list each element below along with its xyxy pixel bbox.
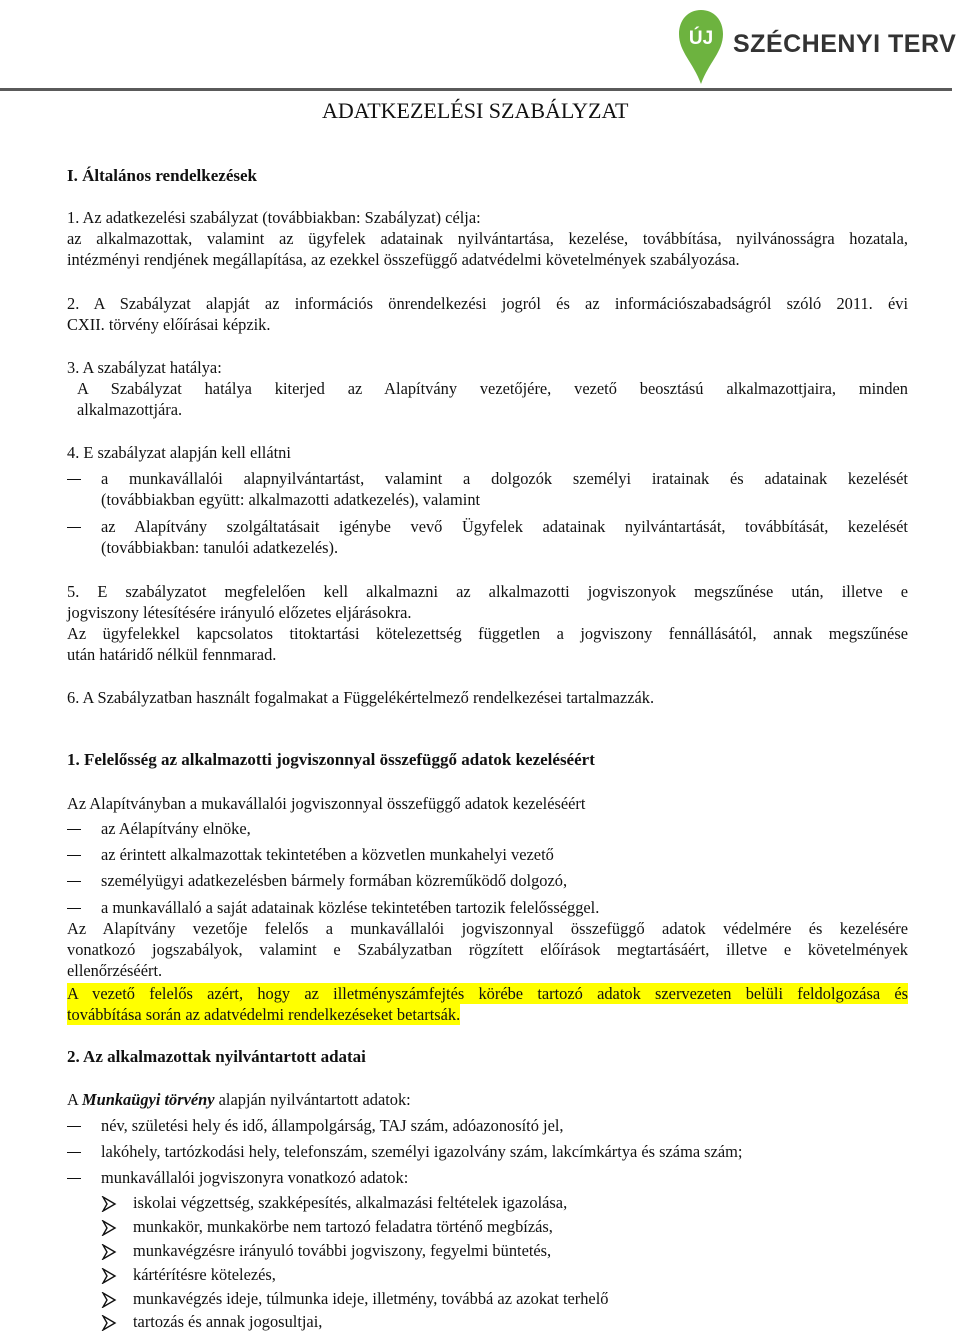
recorded-data-subitem: iskolai végzettség, szakképesítés, alkalmazási feltételek igazolása, xyxy=(133,1193,568,1212)
responsibility-para-line-3: ellenőrzéséért. xyxy=(67,961,163,980)
recorded-data-subitem: kártérítésre kötelezés, xyxy=(133,1265,276,1284)
dash-bullet xyxy=(67,479,81,480)
recorded-data-item: munkavállalói jogviszonyra vonatkozó adatok: xyxy=(101,1168,409,1187)
recorded-data-subitem: munkavégzésre irányuló további jogviszony, fegyelmi büntetés, xyxy=(133,1241,552,1260)
logo-mark-text: ÚJ xyxy=(688,28,714,49)
recorded-data-subitem: tartozás és annak jogosultjai, xyxy=(133,1312,323,1331)
responsibility-intro: Az Alapítványban a mukavállalói jogviszonnyal összefüggő adatok kezeléséért xyxy=(67,794,586,813)
document-title: ADATKEZELÉSI SZABÁLYZAT xyxy=(322,98,629,123)
page-header xyxy=(0,0,960,96)
recorded-data-item: név, születési hely és idő, állampolgárság, TAJ szám, adóazonosító jel, xyxy=(101,1116,564,1135)
dash-bullet xyxy=(67,527,81,528)
highlighted-line-1: A vezető felelős azért, hogy az illetményszámfejtés körébe tartozó adatok szervezeten belüli feldolgozása és xyxy=(67,984,908,1003)
section-heading-recorded-data: 2. Az alkalmazottak nyilvántartott adatai xyxy=(67,1047,366,1066)
responsibility-item: a munkavállaló a saját adatainak közlése tekintetében tartozik felelősséggel. xyxy=(101,898,600,917)
paragraph-1-line-3: intézményi rendjének megállapítása, az ezekkel összefüggő adatvédelmi követelmények szabályozása. xyxy=(67,250,740,269)
responsibility-para-line-1: Az Alapítvány vezetője felelős a munkavállalói jogviszonnyal összefüggő adatok védelmére és kezelésére xyxy=(67,919,908,938)
arrow-bullet-icon xyxy=(101,1244,117,1260)
paragraph-5-line-3: Az ügyfelekkel kapcsolatos titoktartási kötelezettség független a jogviszony fennállásától, annak megszűnése xyxy=(67,624,908,643)
dash-bullet xyxy=(67,1178,81,1179)
paragraph-4-item-1-line-1: a munkavállalói alapnyilvántartást, valamint a dolgozók személyi iratainak és adatainak kezelését xyxy=(101,469,908,488)
logo-brand-text: SZÉCHENYI TERV xyxy=(733,30,957,58)
paragraph-6: 6. A Szabályzatban használt fogalmakat a Függelékértelmező rendelkezései tartalmazzák. xyxy=(67,688,655,707)
arrow-bullet-icon xyxy=(101,1315,117,1331)
paragraph-4-item-1-line-2: (továbbiakban együtt: alkalmazotti adatkezelés), valamint xyxy=(101,490,481,509)
recorded-data-subitem: munkavégzés ideje, túlmunka ideje, illetmény, továbbá az azokat terhelő xyxy=(133,1289,609,1308)
paragraph-3-line-2: alkalmazottjára. xyxy=(77,400,183,419)
paragraph-3-label: 3. A szabályzat hatálya: xyxy=(67,358,222,377)
section-heading-general: I. Általános rendelkezések xyxy=(67,166,257,185)
dash-bullet xyxy=(67,881,81,882)
paragraph-4-item-2-line-1: az Alapítvány szolgáltatásait igénybe vevő Ügyfelek adatainak nyilvántartását, továbbítását, kezelését xyxy=(101,517,908,536)
responsibility-item: személyügyi adatkezelésben bármely formában közreműködő dolgozó, xyxy=(101,871,568,890)
dash-bullet xyxy=(67,855,81,856)
paragraph-5-line-1: 5. E szabályzatot megfelelően kell alkalmazni az alkalmazotti jogviszonyok megszűnése után, illetve e xyxy=(67,582,908,601)
paragraph-1-line-2: az alkalmazottak, valamint az ügyfelek adatainak nyilvántartása, kezelése, továbbítása, nyilvánosságra hozatala, xyxy=(67,229,908,248)
dash-bullet xyxy=(67,1152,81,1153)
paragraph-2-line-2: CXII. törvény előírásai képzik. xyxy=(67,315,271,334)
logo-pin-icon xyxy=(677,8,725,86)
recorded-data-subitem: munkakör, munkakörbe nem tartozó feladatra történő megbízás, xyxy=(133,1217,553,1236)
paragraph-1-line-1: 1. Az adatkezelési szabályzat (továbbiakban: Szabályzat) célja: xyxy=(67,208,481,227)
paragraph-3-line-1: A Szabályzat hatálya kiterjed az Alapítvány vezetőjére, vezető beosztású alkalmazottjaira, minden xyxy=(77,379,908,398)
recorded-data-intro: A Munkaügyi törvény alapján nyilvántartott adatok: xyxy=(67,1090,411,1109)
paragraph-4-item-2-line-2: (továbbiakban: tanulói adatkezelés). xyxy=(101,538,339,557)
responsibility-item: az Aélapítvány elnöke, xyxy=(101,819,251,838)
paragraph-4-label: 4. E szabályzat alapján kell ellátni xyxy=(67,443,291,462)
dash-bullet xyxy=(67,829,81,830)
dash-bullet xyxy=(67,1126,81,1127)
arrow-bullet-icon xyxy=(101,1220,117,1236)
law-name-italic: Munkaügyi törvény xyxy=(82,1090,215,1109)
highlighted-line-2: továbbítása során az adatvédelmi rendelkezéseket betartsák. xyxy=(67,1005,461,1024)
responsibility-para-line-2: vonatkozó jogszabályok, valamint e Szabályzatban rögzített előírások megtartásáért, illetve e követelmények xyxy=(67,940,908,959)
responsibility-item: az érintett alkalmazottak tekintetében a közvetlen munkahelyi vezető xyxy=(101,845,554,864)
paragraph-5-line-2: jogviszony létesítésére irányuló előzetes eljárásokra. xyxy=(67,603,412,622)
dash-bullet xyxy=(67,908,81,909)
szechenyi-terv-logo xyxy=(677,8,957,86)
paragraph-5-line-4: után határidő nélkül fennmarad. xyxy=(67,645,277,664)
recorded-data-item: lakóhely, tartózkodási hely, telefonszám, személyi igazolvány szám, lakcímkártya és száma szám; xyxy=(101,1142,743,1161)
arrow-bullet-icon xyxy=(101,1196,117,1212)
paragraph-2-line-1: 2. A Szabályzat alapját az információs önrendelkezési jogról és az információszabadságról szóló 2011. évi xyxy=(67,294,908,313)
arrow-bullet-icon xyxy=(101,1292,117,1308)
arrow-bullet-icon xyxy=(101,1268,117,1284)
section-heading-responsibility: 1. Felelősség az alkalmazotti jogviszonnyal összefüggő adatok kezeléséért xyxy=(67,750,595,769)
header-divider xyxy=(0,88,952,91)
